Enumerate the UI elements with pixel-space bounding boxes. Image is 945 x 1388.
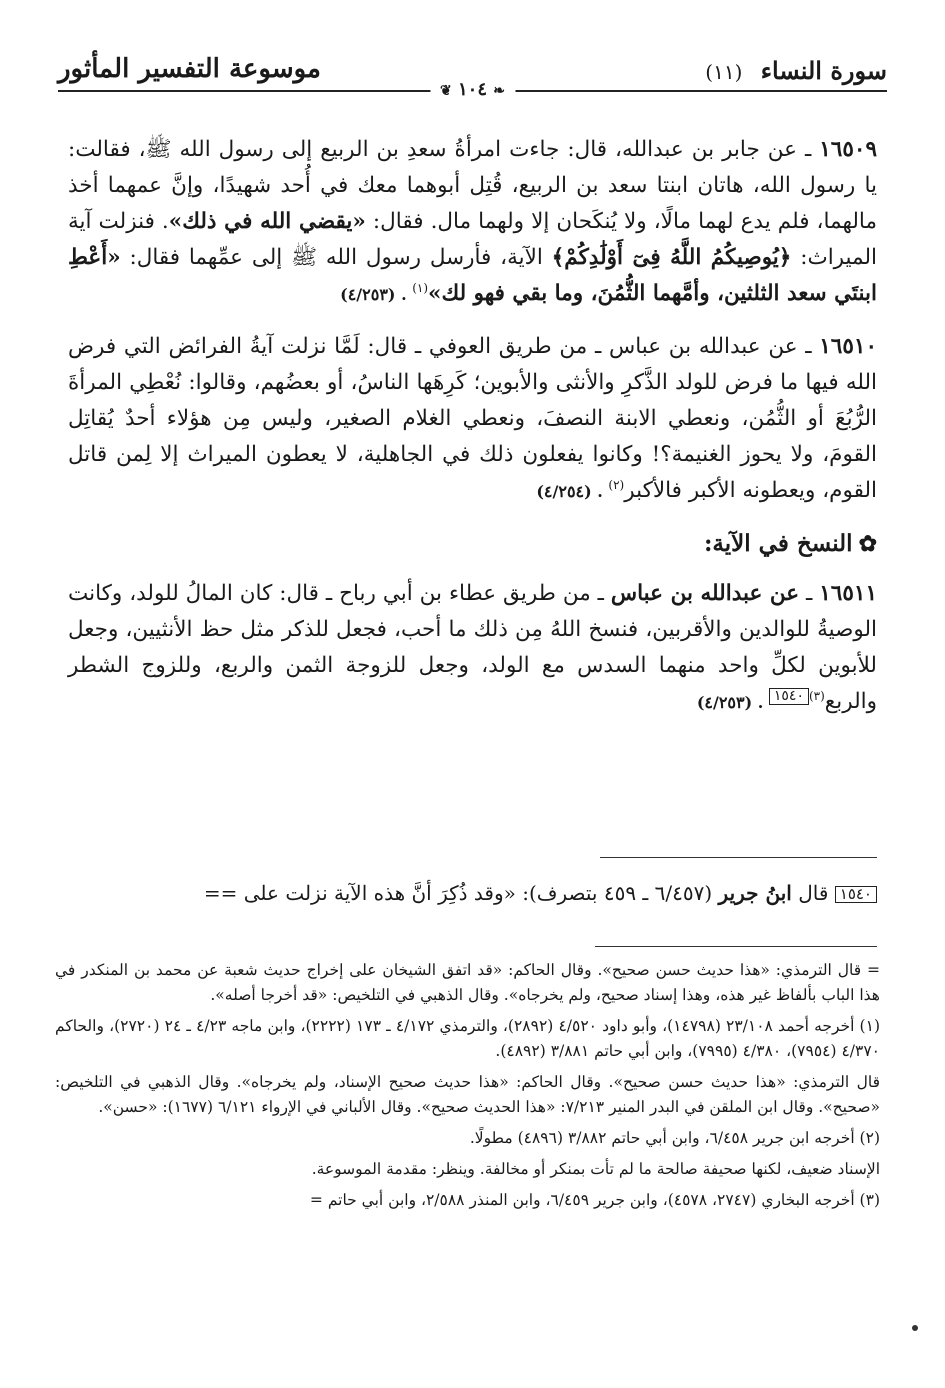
- narrator: عن عبدالله بن عباس: [610, 581, 800, 606]
- footnote-marker: (٢): [608, 477, 625, 492]
- volume-ref: . (٤/٢٥٤): [536, 482, 609, 501]
- footnote-2-grading: الإسناد ضعيف، لكنها صحيفة صالحة ما لم تأت بمنكر أو مخالفة. وينظر: مقدمة الموسوعة.: [311, 1160, 880, 1178]
- commentary-label: قال: [791, 881, 835, 905]
- surah-label: [705, 56, 887, 85]
- commentator-name: ابنُ جرير: [718, 881, 792, 905]
- footnotes: [55, 958, 880, 1219]
- commentary-box-marker: ١٥٤٠: [835, 886, 877, 903]
- commentary-box-marker: ١٥٤٠: [769, 688, 809, 705]
- hadith-number: ١٦٥١١: [819, 581, 877, 606]
- hadith-text: ـ من طريق عطاء بن أبي رباح ـ قال: كان المالُ للولد، وكانت الوصيةُ للوالدين والأقربين، فنسخ اللهُ مِن ذلك ما أحب، فجعل للذكر مثل حظ الأنثيين، وجعل للأبوين لكلِّ واحد منهما السدس مع الولد، وجعل للزوجة الثمن والربع، وللزوج الشطر والربع: [68, 581, 877, 714]
- prophet-saying: «يقضي الله في ذلك»: [168, 209, 366, 234]
- page-mark: [912, 1325, 918, 1331]
- book-title: موسوعة التفسير المأثور: [58, 54, 321, 84]
- main-text: [68, 132, 877, 737]
- hadith-16510: [68, 329, 877, 510]
- ornament-left-icon: ❦: [439, 83, 452, 99]
- footnote-marker: (١): [412, 280, 429, 295]
- commentary-separator: [600, 857, 877, 858]
- hadith-text: . فنزلت آية الميراث:: [68, 209, 877, 270]
- volume-ref: . (٤/٢٥٣): [696, 693, 769, 712]
- page-number-ornament: [430, 79, 515, 100]
- separator: ـ: [799, 581, 820, 606]
- hadith-16509: [68, 132, 877, 313]
- hadith-text: ـ عن جابر بن عبدالله، قال: جاءت امرأةُ سعدِ بن الربيع إلى رسول الله ﷺ، فقالت: يا رسول الله، هاتان ابنتا سعد بن الربيع، قُتِل أبوهما معك في أُحد شهيدًا، وإنَّ عمهما أخذ مالهما، فلم يدع لهما مالًا، ولا يُنكَحان إلا ولهما مال. فقال:: [68, 137, 877, 234]
- hadith-text: الآية، فأرسل رسول الله ﷺ إلى عمِّهما فقال:: [120, 245, 552, 270]
- hadith-number: ١٦٥٠٩: [819, 137, 877, 162]
- hadith-text: ـ عن عبدالله بن عباس ـ من طريق العوفي ـ قال: لَمَّا نزلت آيةُ الفرائض التي فرض الله فيها ما فرض للولد الذَّكرِ والأنثى والأبوين؛ كَرِهَها الناسُ، أو بعضُهم، وقالوا: نُعْطِي المرأةَ الرُّبُعَ أو الثُّمُن، ونعطي الابنة النصفَ، ونعطي الغلام الصغير، وليس مِن هؤلاء أحدٌ يُقاتِل القومَ، ولا يحوز الغنيمة؟! وكانوا يفعلون ذلك في الجاهلية، لا يعطون الميراث إلا لِمن قاتل القوم، ويعطونه الأكبر فالأكبر: [68, 334, 877, 503]
- verse-number: (١١): [705, 60, 743, 84]
- footnote-separator: [595, 946, 877, 947]
- commentary-text: (٦/٤٥٧ ـ ٤٥٩ بتصرف): «وقد ذُكِرَ أنَّ هذه الآية نزلت على ==: [203, 881, 719, 905]
- footnote-1-grading: قال الترمذي: «هذا حديث حسن صحيح». وقال الحاكم: «هذا حديث صحيح الإسناد، ولم يخرجاه». وقال الذهبي في التلخيص: «صحيح». وقال ابن الملقن في البدر المنير ٧/٢١٣: «هذا الحديث صحيح». وقال الألباني في الإرواء ٦/١٢١ (١٦٧٧): «حسن».: [55, 1073, 880, 1116]
- section-heading: [68, 526, 877, 562]
- section-heading-text: النسخ في الآية:: [703, 530, 853, 557]
- footnote-2: (٢) أخرجه ابن جرير ٦/٤٥٨، وابن أبي حاتم ٣/٨٨٢ (٤٨٩٦) مطولًا.: [469, 1129, 880, 1147]
- ornament-right-icon: ❧: [493, 83, 506, 99]
- page-header: [58, 48, 887, 100]
- flower-ornament-icon: ✿: [858, 531, 877, 557]
- footnote-1: (١) أخرجه أحمد ٢٣/١٠٨ (١٤٧٩٨)، وأبو داود ٤/٥٢٠ (٢٨٩٢)، والترمذي ٤/١٧٢ ـ ١٧٣ (٢٢٢٢)، وابن ماجه ٤/٢٣ ـ ٢٤ (٢٧٢٠)، والحاكم ٤/٣٧٠ (٧٩٥٤)، ٤/٣٨٠ (٧٩٩٥)، وابن أبي حاتم ٣/٨٨١ (٤٨٩٢).: [55, 1017, 880, 1060]
- volume-ref: . (٤/٢٥٣): [340, 285, 413, 304]
- footnote-continued: = قال الترمذي: «هذا حديث حسن صحيح». وقال الحاكم: «قد اتفق الشيخان على إخراج حديث شعبة عن محمد بن المنكدر في هذا الباب بألفاظ غير هذه، وهذا إسناد صحيح، ولم يخرجاه». وقال الذهبي في التلخيص: «قد أخرجا أصله».: [55, 961, 880, 1004]
- commentary-note: [24, 877, 877, 909]
- footnote-marker: (٣): [808, 688, 825, 703]
- hadith-16511: [68, 576, 877, 721]
- prophet-saying: «أَعْطِ ابنتَي سعد الثلثين، وأمَّهما الثُّمُنَ، وما بقي فهو لك»: [68, 245, 877, 306]
- footnote-3: (٣) أخرجه البخاري (٢٧٤٧، ٤٥٧٨)، وابن جرير ٦/٤٥٩، وابن المنذر ٢/٥٨٨، وابن أبي حاتم =: [309, 1191, 880, 1209]
- quran-verse: ﴿يُوصِيكُمُ اللَّهُ فِىٓ أَوْلَٰدِكُمْ﴾: [551, 245, 792, 270]
- page-number: ١٠٤: [457, 79, 488, 100]
- surah-name: سورة النساء: [760, 56, 887, 85]
- hadith-number: ١٦٥١٠: [819, 334, 877, 359]
